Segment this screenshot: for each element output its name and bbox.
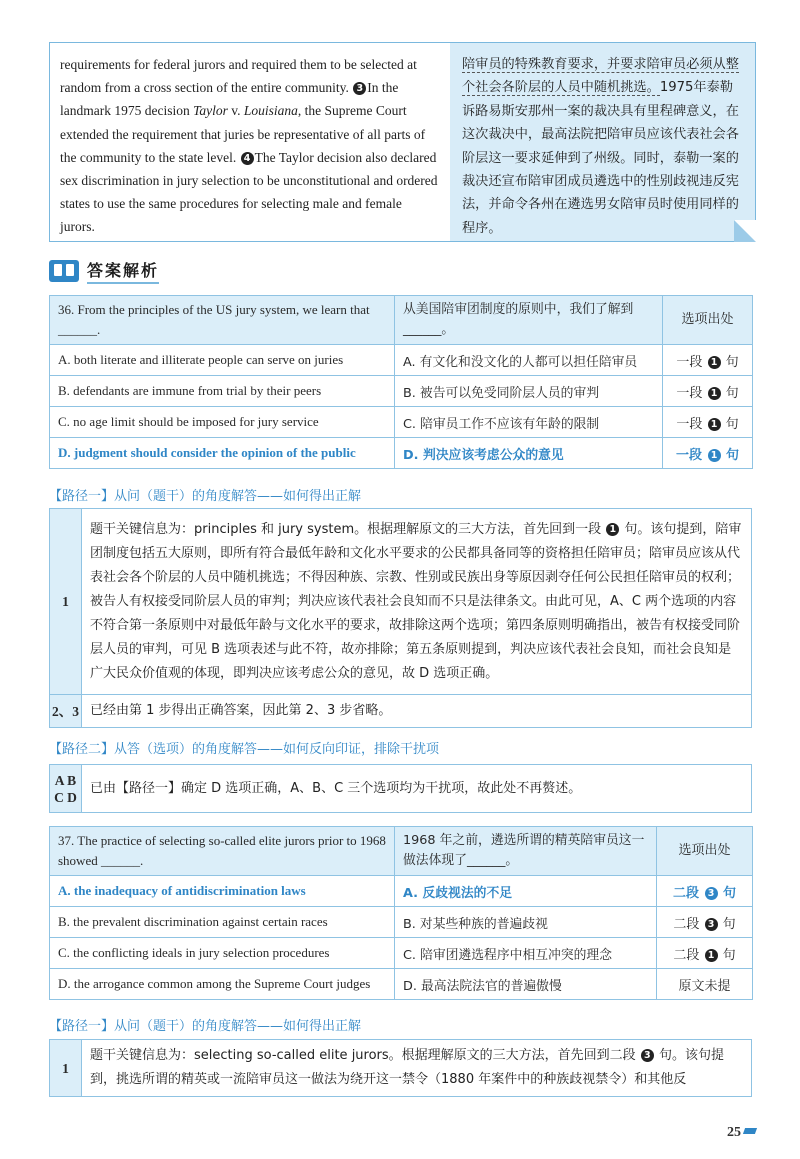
table-row [50, 827, 753, 876]
option-location: 一段 1 句 [663, 345, 753, 376]
option-en: C. the conflicting ideals in jury selection procedures [50, 938, 395, 969]
option-en: B. defendants are immune from trial by their peers [50, 376, 395, 407]
question-36-table [49, 295, 753, 469]
passage-english: requirements for federal jurors and required them to be selected at random from a cross section of the entire community. 3 In the landmark 1975 decision Taylor v. Louisiana, the Supreme Court extended the requirement that juries be representative of all parts of the community to the state level. 4 The Taylor decision also declared sex discrimination in jury selection to be unconstitutional and ordered states to use the same procedures for selecting male and female jurors. [60, 57, 438, 235]
option-en: D. the arrogance common among the Supreme Court judges [50, 969, 395, 1000]
path-one-label: 【路径一】从问（题干）的角度解答——如何得出正解 [49, 489, 362, 504]
page-fold-decoration [734, 220, 756, 242]
options-label: A B C D [50, 765, 82, 813]
step-label: 2、3 [50, 695, 82, 728]
q37-step-table [49, 1039, 752, 1097]
passage-chinese: 陪审员的特殊教育要求，并要求陪审员必须从整个社会各阶层的人员中随机挑选。1975年泰勒诉路易斯安那州一案的裁决具有里程碑意义，在这次裁决中，最高法院把陪审员应该代表社会各阶层这一要求延伸到了州级。同时，泰勒一案的裁决还宣布陪审团成员遴选中的性别歧视违反宪法，并命令各州在遴选男女陪审员时使用同样的程序。 [450, 43, 755, 241]
option-zh: C. 陪审团遴选程序中相互冲突的理念 [395, 938, 657, 969]
step-label: 1 [50, 1040, 82, 1097]
sentence-marker-4: 4 [241, 152, 254, 165]
question-stem-en: 36. From the principles of the US jury system, we learn that ______. [50, 296, 395, 345]
step-text: 已经由第 1 步得出正确答案，因此第 2、3 步省略。 [82, 695, 752, 728]
question-stem-zh: 1968 年之前，遴选所谓的精英陪审员这一做法体现了______。 [395, 827, 657, 876]
case-name-louisiana: Louisiana [243, 103, 298, 119]
path-two-label: 【路径二】从答（选项）的角度解答——如何反向印证，排除干扰项 [49, 742, 440, 757]
step-text: 题干关键信息为：principles 和 jury system。根据理解原文的三大方法，首先回到一段 1 句。该句提到，陪审团制度包括五大原则，即所有符合最低年龄和文化水平要求的公民都具备同等的资格担任陪审员；陪审员应该从代表社会各个阶层的人员中随机挑选；不得因种族、宗教、性别或民族出身等原因剥夺任何公民担任陪审员的权利；被告人有权接受同阶层人员的审判；判决应该代表社会良知而不只是法律条文。由此可见，A、C 两个选项的内容不符合第一条原则中对最低年龄与文化水平的要求，故排除这两个选项；第四条原则明确指出，被告有权接受同阶层人员的审判，可见 B 选项表述与此不符，故亦排除；第五条原则提到，判决应该代表社会良知，而社会良知是广大民众价值观的体现，即判决应该考虑公众的意见，故 D 选项正确。 [82, 509, 752, 695]
option-location: 一段 1 句 [663, 438, 753, 469]
option-location: 二段 3 句 [657, 907, 753, 938]
graduation-cap-icon [743, 1128, 757, 1134]
option-zh: A. 有文化和没文化的人都可以担任陪审员 [395, 345, 663, 376]
option-zh: B. 对某些种族的普遍歧视 [395, 907, 657, 938]
step-label: 1 [50, 509, 82, 695]
section-heading [49, 258, 159, 284]
option-location: 原文未提 [657, 969, 753, 1000]
option-en: A. the inadequacy of antidiscrimination laws [50, 876, 395, 907]
passage-chinese-underlined: 陪审员的特殊教育要求，并要求陪审员必须从整个社会各阶层的人员中随机挑选。 [462, 57, 739, 96]
section-title: 答案解析 [87, 258, 159, 284]
table-row [50, 407, 753, 438]
table-row [50, 695, 752, 728]
book-icon [49, 260, 79, 282]
path-one-label-q37: 【路径一】从问（题干）的角度解答——如何得出正解 [49, 1019, 362, 1034]
question-stem-en: 37. The practice of selecting so-called elite jurors prior to 1968 showed ______. [50, 827, 395, 876]
option-zh: C. 陪审员工作不应该有年龄的限制 [395, 407, 663, 438]
passage-box [49, 42, 756, 242]
option-location: 一段 1 句 [663, 376, 753, 407]
case-name-taylor: Taylor [193, 103, 228, 119]
option-en: D. judgment should consider the opinion of the public [50, 438, 395, 469]
table-row [50, 938, 753, 969]
table-row [50, 1040, 752, 1097]
option-en: B. the prevalent discrimination against certain races [50, 907, 395, 938]
option-zh: B. 被告可以免受同阶层人员的审判 [395, 376, 663, 407]
table-row-correct [50, 438, 753, 469]
step-text: 已由【路径一】确定 D 选项正确，A、B、C 三个选项均为干扰项，故此处不再赘述。 [82, 765, 752, 813]
column-header-location: 选项出处 [663, 296, 753, 345]
table-row-correct [50, 876, 753, 907]
option-en: A. both literate and illiterate people can serve on juries [50, 345, 395, 376]
option-zh: D. 最高法院法官的普遍傲慢 [395, 969, 657, 1000]
table-row [50, 907, 753, 938]
option-location: 二段 1 句 [657, 938, 753, 969]
question-stem-zh: 从美国陪审团制度的原则中，我们了解到______。 [395, 296, 663, 345]
sentence-marker-3: 3 [353, 82, 366, 95]
option-location: 二段 3 句 [657, 876, 753, 907]
q36-options-table [49, 764, 752, 813]
option-location: 一段 1 句 [663, 407, 753, 438]
option-en: C. no age limit should be imposed for jury service [50, 407, 395, 438]
step-text: 题干关键信息为：selecting so-called elite jurors。根据理解原文的三大方法，首先回到二段 3 句。该句提到，挑选所谓的精英或一流陪审员这一做法为绕开这一禁令（1880 年案件中的种族歧视禁令）和其他反 [82, 1040, 752, 1097]
table-row [50, 765, 752, 813]
column-header-location: 选项出处 [657, 827, 753, 876]
option-zh: D. 判决应该考虑公众的意见 [395, 438, 663, 469]
table-row [50, 969, 753, 1000]
table-row [50, 296, 753, 345]
question-37-table [49, 826, 753, 1000]
table-row [50, 509, 752, 695]
page-number: 25 [727, 1125, 756, 1141]
q36-step-table [49, 508, 752, 728]
table-row [50, 376, 753, 407]
option-zh: A. 反歧视法的不足 [395, 876, 657, 907]
table-row [50, 345, 753, 376]
